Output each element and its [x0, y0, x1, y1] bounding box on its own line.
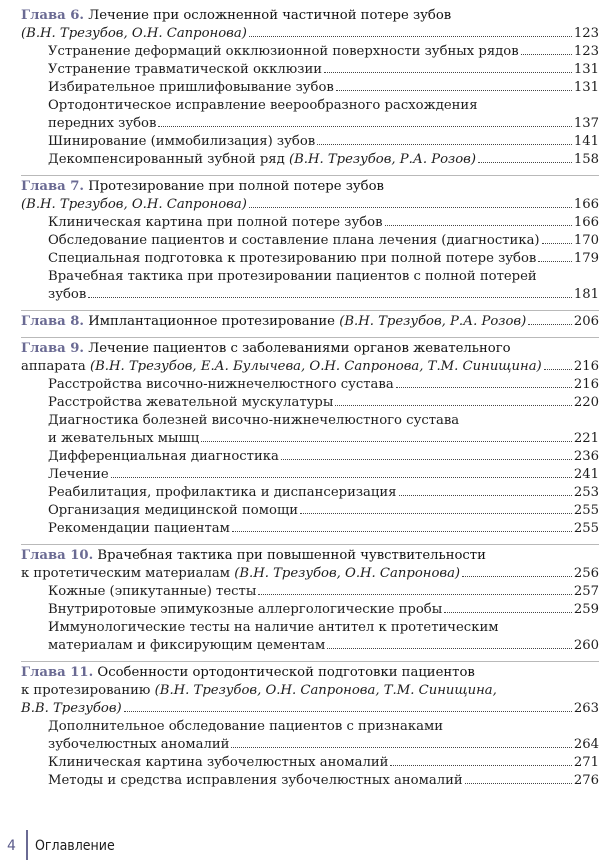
dot-leader	[300, 513, 572, 514]
chapter-heading-cont[interactable]	[21, 683, 599, 699]
page-number: 236	[573, 449, 599, 464]
entry-title-cont: передних зубов	[48, 116, 157, 131]
entry-title: Методы и средства исправления зубочелюстных аномалий	[48, 773, 463, 788]
chapter-title-cont: к протетическим материалам	[21, 566, 230, 581]
entry-title: Лечение	[48, 467, 109, 482]
page-number: 216	[573, 377, 599, 392]
dot-leader	[201, 441, 572, 442]
entry-title-cont: и жевательных мышц	[48, 431, 200, 446]
chapter-title: Лечение пациентов с заболеваниями органов жевательного	[88, 341, 511, 356]
dot-leader	[249, 207, 572, 208]
dot-leader	[542, 243, 572, 244]
chapter-heading[interactable]	[21, 8, 599, 24]
dot-leader	[281, 459, 572, 460]
chapter-title: Особенности ортодонтической подготовки пациентов	[97, 665, 475, 680]
entry-title: Клиническая картина при полной потере зубов	[48, 215, 383, 230]
entry-title: Кожные (эпикутанные) тесты	[48, 584, 257, 599]
page-number: 216	[573, 359, 599, 374]
toc-entry[interactable]	[21, 521, 599, 537]
dot-leader	[462, 576, 572, 577]
dot-leader	[390, 765, 571, 766]
page-footer	[0, 830, 250, 860]
chapter-heading-cont[interactable]	[21, 359, 599, 375]
dot-leader	[231, 747, 571, 748]
chapter-title-cont: к протезированию	[21, 683, 151, 698]
chapter-authors: (В.Н. Трезубов, О.Н. Сапронова)	[234, 566, 461, 581]
footer-divider	[26, 830, 28, 860]
entry-title: Расстройства жевательной мускулатуры	[48, 395, 334, 410]
chapter-heading[interactable]	[21, 179, 599, 195]
entry-title: Обследование пациентов и составление плана лечения (диагностика)	[48, 233, 540, 248]
page-number: 137	[573, 116, 599, 131]
page-number: 141	[573, 134, 599, 149]
chapter-heading[interactable]	[21, 548, 599, 564]
chapter-heading-cont[interactable]	[21, 26, 599, 42]
page-number: 241	[573, 467, 599, 482]
entry-title: Избирательное пришлифовывание зубов	[48, 80, 334, 95]
toc-entry[interactable]	[21, 602, 599, 618]
chapter-11	[21, 665, 599, 796]
chapter-label: Глава 10.	[21, 548, 94, 563]
dot-leader	[158, 126, 571, 127]
page-number: 179	[573, 251, 599, 266]
page-number: 259	[573, 602, 599, 617]
toc-entry[interactable]	[21, 152, 599, 168]
dot-leader	[444, 612, 572, 613]
chapter-authors: (В.Н. Трезубов, Р.А. Розов)	[339, 314, 527, 329]
page-number: 166	[573, 197, 599, 212]
dot-leader	[249, 36, 572, 37]
chapter-heading-cont[interactable]	[21, 197, 599, 213]
chapter-6	[21, 8, 599, 176]
chapter-label: Глава 6.	[21, 8, 85, 23]
dot-leader	[528, 324, 572, 325]
page-number: 256	[573, 566, 599, 581]
page-number: 260	[573, 638, 599, 653]
page-number: 253	[573, 485, 599, 500]
entry-title: Дополнительное обследование пациентов с признаками	[48, 719, 444, 734]
entry-authors: (В.Н. Трезубов, Р.А. Розов)	[288, 152, 476, 167]
chapter-heading[interactable]	[21, 341, 599, 357]
page-number: 271	[573, 755, 599, 770]
dot-leader	[538, 261, 571, 262]
dot-leader	[399, 495, 572, 496]
entry-title: Устранение травматической окклюзии	[48, 62, 323, 77]
chapter-title: Имплантационное протезирование	[88, 314, 335, 329]
dot-leader	[335, 405, 571, 406]
page-number: 221	[573, 431, 599, 446]
entry-title: Внутриротовые эпимукозные аллергологические пробы	[48, 602, 443, 617]
entry-title: Рекомендации пациентам	[48, 521, 230, 536]
dot-leader	[327, 648, 572, 649]
toc-entry[interactable]	[21, 80, 599, 96]
entry-title: Диагностика болезней височно-нижнечелюстного сустава	[48, 413, 460, 428]
chapter-title-cont: аппарата	[21, 359, 86, 374]
entry-title: Врачебная тактика при протезировании пациентов с полной потерей	[48, 269, 537, 284]
entry-title: Ортодонтическое исправление веерообразного расхождения	[48, 98, 478, 113]
toc-entry[interactable]	[21, 134, 599, 150]
page-number: 255	[573, 521, 599, 536]
page-number: 220	[573, 395, 599, 410]
chapter-authors-cont: В.В. Трезубов)	[21, 701, 122, 716]
toc-entry[interactable]	[21, 485, 599, 501]
dot-leader	[478, 162, 572, 163]
toc-entry[interactable]	[21, 62, 599, 78]
chapter-label: Глава 8.	[21, 314, 85, 329]
chapter-authors: (В.Н. Трезубов, О.Н. Сапронова)	[21, 26, 247, 41]
chapter-label: Глава 7.	[21, 179, 85, 194]
chapter-heading[interactable]	[21, 314, 599, 330]
dot-leader	[124, 711, 572, 712]
dot-leader	[336, 90, 572, 91]
dot-leader	[258, 594, 572, 595]
toc-entry[interactable]	[21, 98, 599, 132]
chapter-authors: (В.Н. Трезубов, Е.А. Булычева, О.Н. Сапронова, Т.М. Синищина)	[89, 359, 542, 374]
entry-title: Дифференциальная диагностика	[48, 449, 279, 464]
chapter-label: Глава 11.	[21, 665, 94, 680]
entry-title: Шинирование (иммобилизация) зубов	[48, 134, 316, 149]
dot-leader	[385, 225, 572, 226]
dot-leader	[521, 54, 572, 55]
chapter-title: Врачебная тактика при повышенной чувствительности	[97, 548, 486, 563]
entry-title: Расстройства височно-нижнечелюстного сустава	[48, 377, 394, 392]
page-number: 276	[573, 773, 599, 788]
chapter-authors: (В.Н. Трезубов, О.Н. Сапронова)	[21, 197, 247, 212]
chapter-title: Протезирование при полной потере зубов	[88, 179, 384, 194]
dot-leader	[324, 72, 572, 73]
toc-entry[interactable]	[21, 215, 599, 231]
page-number: 131	[573, 62, 599, 77]
dot-leader	[544, 369, 572, 370]
dot-leader	[232, 531, 572, 532]
entry-title-cont: зубочелюстных аномалий	[48, 737, 230, 752]
toc-entry[interactable]	[21, 395, 599, 411]
toc-entry[interactable]	[21, 620, 599, 654]
page-number: 264	[573, 737, 599, 752]
page-number: 166	[573, 215, 599, 230]
chapter-heading-cont[interactable]	[21, 701, 599, 717]
page-number: 257	[573, 584, 599, 599]
entry-title-cont: зубов	[48, 287, 87, 302]
dot-leader	[111, 477, 572, 478]
dot-leader	[465, 783, 572, 784]
dot-leader	[88, 297, 572, 298]
chapter-label: Глава 9.	[21, 341, 85, 356]
toc-entry[interactable]	[21, 269, 599, 303]
footer-section-title: Оглавление	[35, 838, 115, 854]
page-number: 206	[573, 314, 599, 329]
chapter-8	[21, 314, 599, 338]
toc-entry[interactable]	[21, 413, 599, 447]
toc-entry[interactable]	[21, 44, 599, 60]
toc-entry[interactable]	[21, 449, 599, 465]
entry-title: Реабилитация, профилактика и диспансеризация	[48, 485, 397, 500]
footer-page-number: 4	[7, 838, 16, 854]
page-number: 131	[573, 80, 599, 95]
toc-entry[interactable]	[21, 773, 599, 789]
toc-entry[interactable]	[21, 755, 599, 771]
dot-leader	[396, 387, 572, 388]
toc-entry[interactable]	[21, 233, 599, 249]
chapter-heading[interactable]	[21, 665, 599, 681]
chapter-7	[21, 179, 599, 311]
dot-leader	[317, 144, 572, 145]
entry-title: Организация медицинской помощи	[48, 503, 298, 518]
toc-entry[interactable]	[21, 251, 599, 267]
page-number: 158	[573, 152, 599, 167]
toc-entry[interactable]	[21, 467, 599, 483]
entry-title: Специальная подготовка к протезированию при полной потере зубов	[48, 251, 537, 266]
chapter-title: Лечение при осложненной частичной потере зубов	[88, 8, 452, 23]
page-number: 255	[573, 503, 599, 518]
page-number: 181	[573, 287, 599, 302]
toc-entry[interactable]	[21, 377, 599, 393]
page-number: 263	[573, 701, 599, 716]
entry-title: Декомпенсированный зубной ряд	[48, 152, 285, 167]
entry-title: Клиническая картина зубочелюстных аномалий	[48, 755, 389, 770]
entry-title: Иммунологические тесты на наличие антител к протетическим	[48, 620, 499, 635]
toc-entry[interactable]	[21, 503, 599, 519]
entry-title: Устранение деформаций окклюзионной поверхности зубных рядов	[48, 44, 519, 59]
page-number: 123	[573, 26, 599, 41]
chapter-heading-cont[interactable]	[21, 566, 599, 582]
toc-entry[interactable]	[21, 719, 599, 753]
page-number: 170	[573, 233, 599, 248]
chapter-9	[21, 341, 599, 545]
table-of-contents	[21, 8, 599, 799]
chapter-10	[21, 548, 599, 662]
page-number: 123	[573, 44, 599, 59]
chapter-authors: (В.Н. Трезубов, О.Н. Сапронова, Т.М. Синищина,	[154, 683, 497, 698]
toc-entry[interactable]	[21, 584, 599, 600]
entry-title-cont: материалам и фиксирующим цементам	[48, 638, 326, 653]
